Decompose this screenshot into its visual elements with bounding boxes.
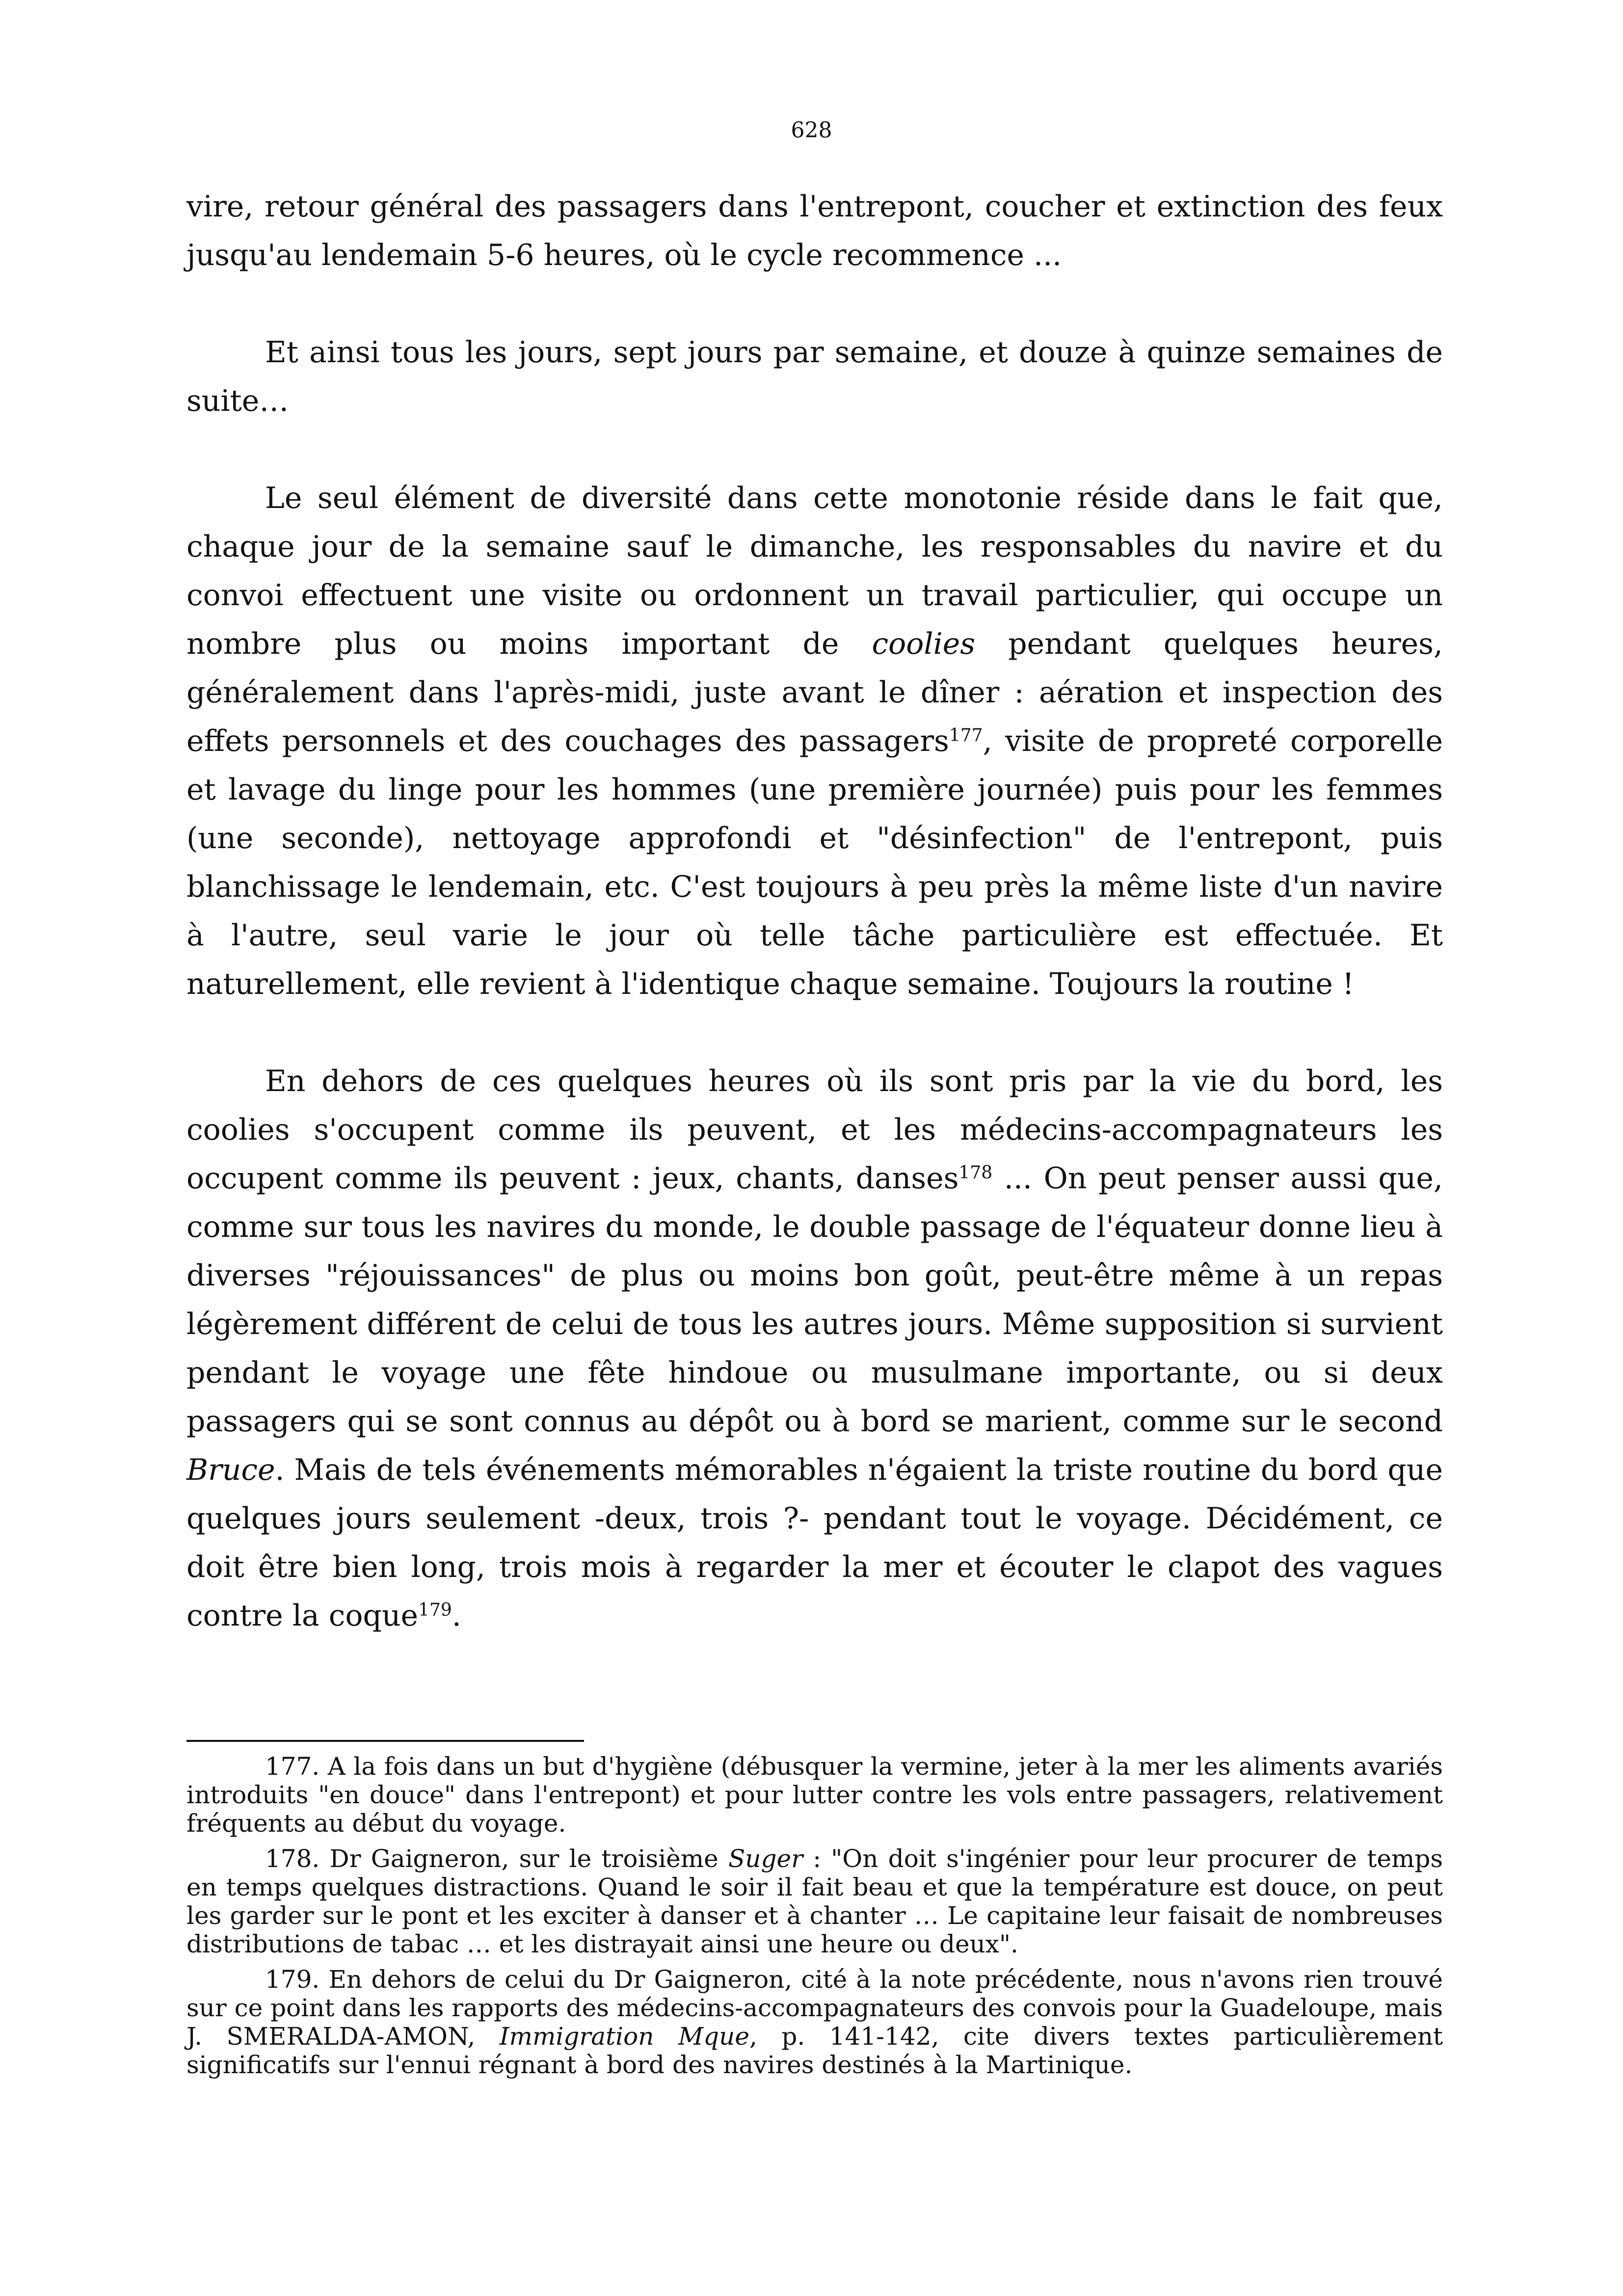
paragraph-3-part-b: pendant quelques heures, généralement dans l'après-midi, juste avant le dîner : aération et inspection des effets personnels et des couchages des passagers bbox=[186, 627, 1443, 758]
footnotes bbox=[186, 1752, 1443, 2086]
paragraph-4-part-c: . Mais de tels événements mémorables n'égaient la triste routine du bord que quelques jours seulement -deux, trois ?- pendant tout le voyage. Décidément, ce doit être bien long, trois mois à regarder la mer et écouter le clapot des vagues contre la coque bbox=[186, 1453, 1443, 1633]
footnote-ref-177: 177 bbox=[949, 725, 983, 746]
paragraph-1: vire, retour général des passagers dans l'entrepont, coucher et extinction des feux jusqu'au lendemain 5-6 heures, où le cycle recommence ... bbox=[186, 189, 1443, 272]
footnote-178 bbox=[186, 1844, 1443, 1958]
footnote-178-italic: Suger bbox=[728, 1844, 803, 1873]
paragraph-4-part-a: En dehors de ces quelques heures où ils sont pris par la vie du bord, les coolies s'occupent comme ils peuvent, et les médecins-accompagnateurs les occupent comme ils peuvent : jeux, chants, danses bbox=[186, 1064, 1443, 1196]
paragraph-3-part-c: , visite de propreté corporelle et lavage du linge pour les hommes (une première journée) puis pour les femmes (une seconde), nettoyage approfondi et "désinfection" de l'entrepont, puis blanchissage le lendemain, etc. C'est toujours à peu près la même liste d'un navire à l'autre, seul varie le jour où telle tâche particulière est effectuée. Et naturellement, elle revient à l'identique chaque semaine. Toujours la routine ! bbox=[186, 724, 1443, 1001]
body-text bbox=[186, 183, 1443, 1640]
footnote-177: 177. A la fois dans un but d'hygiène (débusquer la vermine, jeter à la mer les aliments avariés introduits "en douce" dans l'entrepont) et pour lutter contre les vols entre passagers, relativement fréquents au début du voyage. bbox=[186, 1752, 1443, 1838]
paragraph-3-italic: coolies bbox=[872, 627, 976, 661]
footnote-178-part-b: : "On doit s'ingénier pour leur procurer de temps en temps quelques distractions. Quand le soir il fait beau et que la température est douce, on peut les garder sur le pont et les exciter à danser et à chanter … Le capitaine leur faisait de nombreuses distributions de tabac … et les distrayait ainsi une heure ou deux". bbox=[186, 1844, 1443, 1958]
paragraph-4-italic: Bruce bbox=[186, 1453, 275, 1487]
footnote-179-italic: Immigration Mque bbox=[499, 2022, 749, 2051]
footnote-179-part-b: , p. 141-142, cite divers textes particulièrement significatifs sur l'ennui régnant à bord des navires destinés à la Martinique. bbox=[186, 2022, 1443, 2079]
page-number: 628 bbox=[791, 118, 832, 143]
paragraph-2: Et ainsi tous les jours, sept jours par semaine, et douze à quinze semaines de suite… bbox=[186, 335, 1443, 418]
footnote-179-part-a: 179. En dehors de celui du Dr Gaigneron, cité à la note précédente, nous n'avons rien trouvé sur ce point dans les rapports des médecins-accompagnateurs des convois pour la Guadeloupe, mais J. SMERALDA-AMON, bbox=[186, 1965, 1443, 2051]
paragraph-4 bbox=[186, 1057, 1443, 1640]
paragraph-4-part-d: . bbox=[452, 1599, 461, 1633]
footnote-178-part-a: 178. Dr Gaigneron, sur le troisième bbox=[265, 1844, 729, 1873]
paragraph-4-part-b: ... On peut penser aussi que, comme sur tous les navires du monde, le double passage de l'équateur donne lieu à diverses "réjouissances" de plus ou moins bon goût, peut-être même à un repas légèrement différent de celui de tous les autres jours. Même supposition si survient pendant le voyage une fête hindoue ou musulmane importante, ou si deux passagers qui se sont connus au dépôt ou à bord se marient, comme sur le second bbox=[186, 1161, 1443, 1439]
footnote-ref-179: 179 bbox=[418, 1600, 452, 1620]
footnote-separator bbox=[186, 1740, 584, 1742]
footnote-ref-178: 178 bbox=[958, 1163, 993, 1183]
paragraph-3 bbox=[186, 474, 1443, 1009]
footnote-179 bbox=[186, 1965, 1443, 2079]
paragraph-3-part-a: Le seul élément de diversité dans cette monotonie réside dans le fait que, chaque jour de la semaine sauf le dimanche, les responsables du navire et du convoi effectuent une visite ou ordonnent un travail particulier, qui occupe un nombre plus ou moins important de bbox=[186, 481, 1443, 661]
